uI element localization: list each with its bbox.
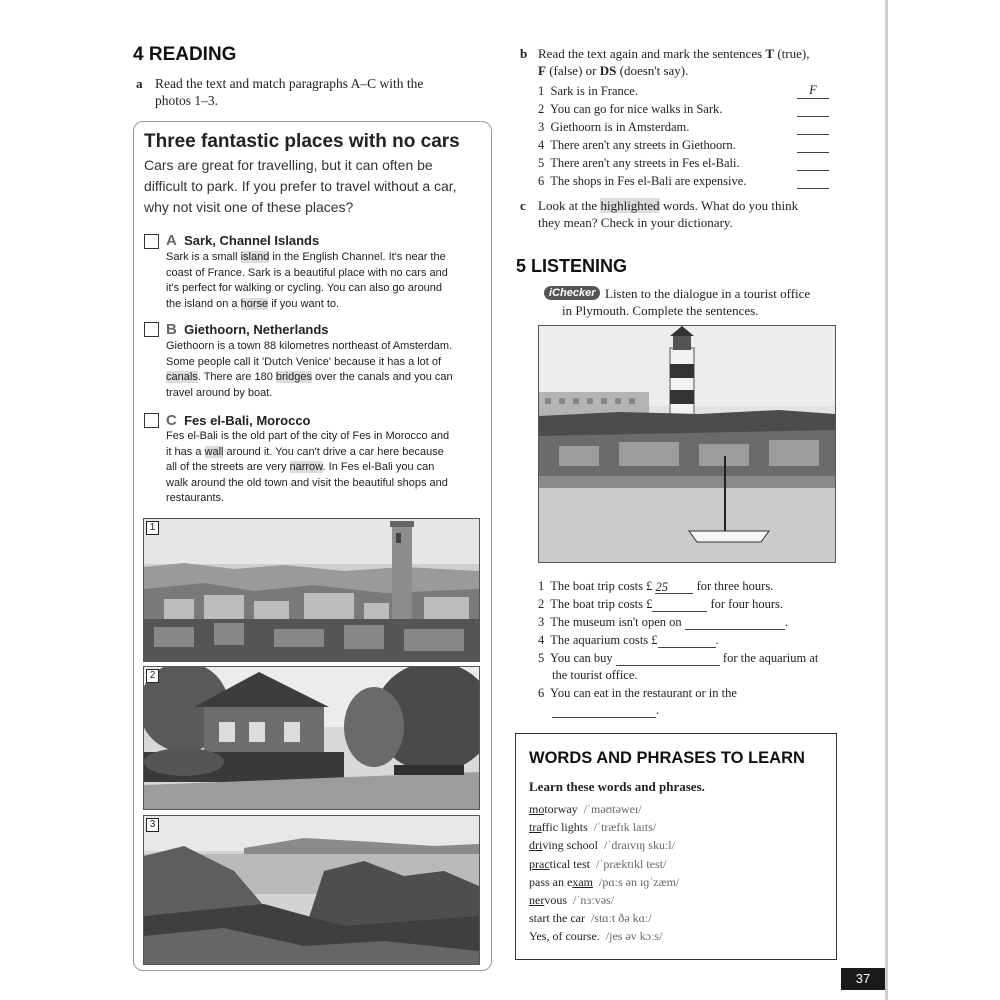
word-nervous: nervous /ˈnɜːvəs/ xyxy=(529,893,615,907)
place-a-text: Sark is a small island in the English Channel. It's near the coast of France. Sark is a beautiful place with no cars and it's perfect for walking or cycling. You can also go around the island on a horse if you want to. xyxy=(166,251,448,310)
tf-item-6: 6 The shops in Fes el-Bali are expensive. xyxy=(538,174,747,188)
tf-item-2: 2 You can go for nice walks in Sark. xyxy=(538,102,723,116)
place-b-text: Giethoorn is a town 88 kilometres northeast of Amsterdam. Some people call it 'Dutch Venice' because it has a lot of canals. There are 180 bridges over the canals and you can travel around by boat. xyxy=(166,340,453,399)
place-c-text: Fes el-Bali is the old part of the city of Fes in Morocco and it has a wall around it. You can't drive a car here because all of the streets are very narrow. In Fes el-Bali you can walk around the old town and visit the beautiful shops and restaurants. xyxy=(166,430,450,504)
tf-item-5: 5 There aren't any streets in Fes el-Bali. xyxy=(538,156,740,170)
tf-answer-1[interactable]: F xyxy=(797,83,829,99)
photo-number-3: 3 xyxy=(146,818,159,832)
listening-instr-1: Listen to the dialogue in a tourist office xyxy=(605,286,811,301)
tf-item-3: 3 Giethoorn is in Amsterdam. xyxy=(538,120,690,134)
word-traffic-lights: traffic lights /ˈtræfɪk laɪts/ xyxy=(529,820,657,834)
listening-instr-2: in Plymouth. Complete the sentences. xyxy=(562,303,759,318)
listen-item-5: 5 You can buy for the aquarium at xyxy=(538,651,819,665)
listen-item-4: 4 The aquarium costs £ . xyxy=(538,633,719,647)
plymouth-image xyxy=(539,326,835,562)
plymouth-photo xyxy=(538,325,836,563)
word-driving-school: driving school /ˈdraɪvɪŋ skuːl/ xyxy=(529,838,675,852)
place-a-heading: A Sark, Channel Islands xyxy=(166,232,320,249)
place-c-heading: C Fes el-Bali, Morocco xyxy=(166,412,311,429)
match-checkbox-c[interactable] xyxy=(144,413,159,428)
words-heading: WORDS AND PHRASES TO LEARN xyxy=(529,749,805,767)
photo-1-city xyxy=(143,518,480,662)
tf-answer-6[interactable] xyxy=(797,173,829,189)
exercise-b-instructions: Read the text again and mark the sentences T (true), F (false) or DS (doesn't say). xyxy=(538,46,810,78)
photo-number-2: 2 xyxy=(146,669,159,683)
word-yes-of-course: Yes, of course. /jes əv kɔːs/ xyxy=(529,929,663,943)
tf-answer-5[interactable] xyxy=(797,155,829,171)
listen-item-2: 2 The boat trip costs £ for four hours. xyxy=(538,597,784,611)
word-practical-test: practical test /ˈpræktɪkl test/ xyxy=(529,857,667,871)
listen-item-1: 1 The boat trip costs £ 25 for three hours. xyxy=(538,579,774,594)
listen-item-6-cont: . xyxy=(552,703,659,718)
words-subheading: Learn these words and phrases. xyxy=(529,779,705,794)
match-checkbox-a[interactable] xyxy=(144,234,159,249)
page-edge-shadow xyxy=(885,0,888,1000)
ichecker-badge: iChecker xyxy=(544,286,600,300)
photo-2-image xyxy=(144,667,479,809)
tf-item-4: 4 There aren't any streets in Giethoorn. xyxy=(538,138,736,152)
tf-answer-3[interactable] xyxy=(797,119,829,135)
photo-3-image xyxy=(144,816,479,964)
reading-intro: Cars are great for travelling, but it can often be difficult to park. If you prefer to travel without a car, why not visit one of these places? xyxy=(144,157,457,215)
listen-blank-2[interactable] xyxy=(652,598,707,612)
word-motorway: motorway /ˈməʊtəweɪ/ xyxy=(529,802,642,816)
tf-item-1: 1 Sark is in France. xyxy=(538,84,638,98)
listen-item-5-cont: the tourist office. xyxy=(552,668,638,682)
exercise-letter-c: c xyxy=(520,198,526,213)
photo-number-1: 1 xyxy=(146,521,159,535)
listen-blank-5[interactable] xyxy=(616,652,720,666)
exercise-a-text: Read the text and match paragraphs A–C with the photos 1–3. xyxy=(155,76,424,108)
word-start-the-car: start the car /stɑːt ðə kɑː/ xyxy=(529,911,652,925)
page-number: 37 xyxy=(841,968,885,990)
tf-answer-4[interactable] xyxy=(797,137,829,153)
exercise-letter-b: b xyxy=(520,46,528,61)
tf-answer-2[interactable] xyxy=(797,101,829,117)
exercise-letter-a: a xyxy=(136,76,143,91)
listen-item-3: 3 The museum isn't open on . xyxy=(538,615,788,629)
match-checkbox-b[interactable] xyxy=(144,322,159,337)
reading-title: Three fantastic places with no cars xyxy=(144,131,460,152)
photo-1-image xyxy=(144,519,479,661)
word-pass-an-exam: pass an exam /pɑːs ən ɪɡˈzæm/ xyxy=(529,875,680,889)
reading-heading: 4 READING xyxy=(133,44,237,65)
listen-item-6: 6 You can eat in the restaurant or in the xyxy=(538,686,737,700)
listening-heading: 5 LISTENING xyxy=(516,256,628,276)
listen-blank-1[interactable]: 25 xyxy=(655,580,693,594)
place-b-heading: B Giethoorn, Netherlands xyxy=(166,321,329,338)
photo-2-house xyxy=(143,666,480,810)
exercise-c-instructions: Look at the highlighted words. What do you think they mean? Check in your dictionary. xyxy=(538,198,799,230)
listen-blank-4[interactable] xyxy=(658,634,716,648)
photo-3-cliffs xyxy=(143,815,480,965)
listen-blank-3[interactable] xyxy=(685,616,785,630)
listen-blank-6[interactable] xyxy=(552,704,656,718)
